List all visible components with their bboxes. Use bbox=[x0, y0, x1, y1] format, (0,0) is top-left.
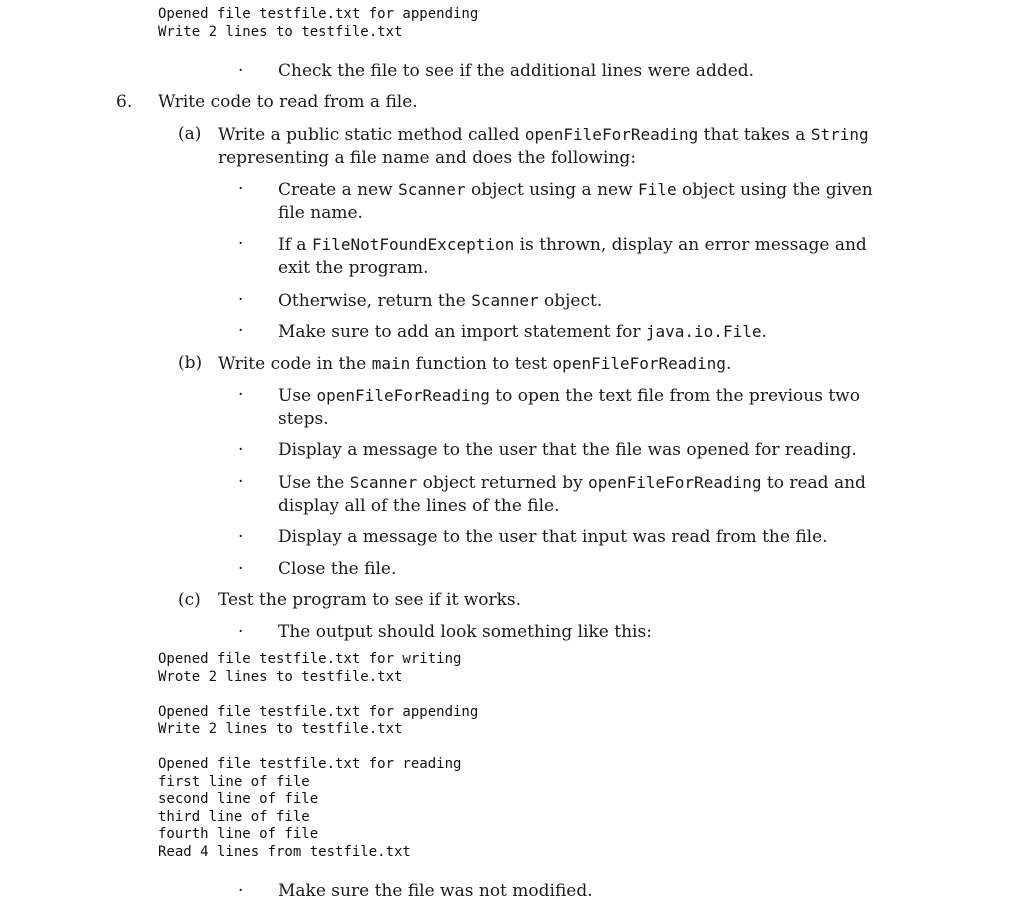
bullet-marker: · bbox=[238, 881, 244, 901]
text-seg: Make sure to add an import statement for bbox=[278, 322, 646, 342]
console-line: first line of file bbox=[158, 773, 310, 790]
bullet-marker: · bbox=[238, 290, 244, 310]
bullet-marker: · bbox=[238, 440, 244, 460]
text-seg: object using a new bbox=[465, 180, 639, 200]
part-a-text-seg: representing a file name and does the following: bbox=[218, 148, 637, 168]
bullet-marker: · bbox=[238, 385, 244, 405]
text-seg: object using the given bbox=[676, 180, 873, 200]
top-console-output bbox=[158, 6, 478, 41]
bullet-marker: · bbox=[238, 321, 244, 341]
console-line: fourth line of file bbox=[158, 826, 319, 842]
text-seg: display all of the lines of the file. bbox=[278, 496, 560, 516]
code-scanner: Scanner bbox=[398, 180, 466, 199]
console-line: third line of file bbox=[158, 808, 310, 825]
code-open-file-for-reading: openFileForReading bbox=[588, 473, 762, 492]
part-c-text: Test the program to see if it works. bbox=[218, 590, 522, 610]
text-seg: steps. bbox=[278, 409, 329, 429]
part-a-bullet-2 bbox=[278, 233, 898, 280]
bullet-marker: · bbox=[238, 527, 244, 547]
bullet-check-text: Check the file to see if the additional lines were added. bbox=[278, 61, 755, 81]
part-a-label: (a) bbox=[178, 124, 202, 144]
text-seg: function to test bbox=[410, 354, 553, 374]
part-b-bullet-2: Display a message to the user that the file was opened for reading. bbox=[278, 440, 857, 460]
console-line: Opened file testfile.txt for appending bbox=[158, 6, 479, 22]
code-open-file-for-reading: openFileForReading bbox=[316, 386, 490, 405]
console-line: second line of file bbox=[158, 791, 319, 807]
console-line: Read 4 lines from testfile.txt bbox=[158, 843, 411, 860]
bullet-marker: · bbox=[238, 234, 244, 254]
code-file-not-found-exception: FileNotFoundException bbox=[311, 235, 515, 254]
console-line: Wrote 2 lines to testfile.txt bbox=[158, 668, 403, 685]
item-text: Write code to read from a file. bbox=[158, 92, 418, 112]
text-seg: . bbox=[761, 322, 767, 342]
code-java-io-file: java.io.File bbox=[645, 322, 762, 341]
text-seg: If a bbox=[278, 235, 312, 255]
text-seg: Create a new bbox=[278, 180, 399, 200]
text-seg: file name. bbox=[278, 203, 363, 223]
text-seg: . bbox=[725, 354, 732, 374]
part-a-bullet-4 bbox=[278, 320, 898, 344]
part-c-label: (c) bbox=[178, 590, 201, 610]
bullet-marker: · bbox=[238, 559, 244, 579]
part-a-bullet-3 bbox=[278, 289, 898, 313]
code-scanner: Scanner bbox=[471, 291, 539, 310]
bullet-marker: · bbox=[238, 622, 244, 642]
text-seg: object returned by bbox=[417, 473, 589, 493]
console-line: Opened file testfile.txt for reading bbox=[158, 756, 462, 772]
console-line: Opened file testfile.txt for writing bbox=[158, 651, 462, 667]
text-seg: exit the program. bbox=[278, 258, 429, 278]
part-a-text-seg: that takes a bbox=[698, 125, 811, 145]
text-seg: to read and bbox=[761, 473, 866, 493]
text-seg: Write code in the bbox=[218, 354, 372, 374]
item-number: 6. bbox=[116, 92, 133, 112]
bullet-marker: · bbox=[238, 472, 244, 492]
part-b-bullet-4: Display a message to the user that input was read from the file. bbox=[278, 527, 828, 547]
text-seg: to open the text file from the previous two bbox=[489, 386, 860, 406]
bullet-marker: · bbox=[238, 179, 244, 199]
bullet-marker: · bbox=[238, 61, 244, 81]
final-bullet-text: Make sure the file was not modified. bbox=[278, 881, 593, 901]
part-b-bullet-1 bbox=[278, 384, 898, 431]
code-string: String bbox=[810, 125, 869, 144]
part-b-bullet-3 bbox=[278, 471, 898, 518]
part-a-text bbox=[218, 123, 908, 170]
text-seg: Otherwise, return the bbox=[278, 291, 472, 311]
text-seg: Use the bbox=[278, 473, 350, 493]
console-line: Opened file testfile.txt for appending bbox=[158, 703, 479, 720]
code-open-file-for-reading: openFileForReading bbox=[524, 125, 699, 144]
code-main: main bbox=[371, 354, 411, 373]
code-file: File bbox=[638, 180, 677, 199]
part-a-text-seg: Write a public static method called bbox=[218, 125, 525, 145]
code-open-file-for-reading: openFileForReading bbox=[552, 354, 726, 373]
part-c-bullet: The output should look something like this: bbox=[278, 622, 652, 642]
console-line: Write 2 lines to testfile.txt bbox=[158, 23, 403, 40]
text-seg: is thrown, display an error message and bbox=[514, 235, 867, 255]
part-b-text bbox=[218, 352, 908, 376]
text-seg: Use bbox=[278, 386, 317, 406]
console-output-block bbox=[158, 651, 478, 861]
code-scanner: Scanner bbox=[349, 473, 418, 492]
part-b-bullet-5: Close the file. bbox=[278, 559, 397, 579]
text-seg: object. bbox=[538, 291, 603, 311]
part-a-bullet-1 bbox=[278, 178, 898, 225]
part-b-label: (b) bbox=[178, 353, 203, 373]
console-line: Write 2 lines to testfile.txt bbox=[158, 721, 403, 737]
